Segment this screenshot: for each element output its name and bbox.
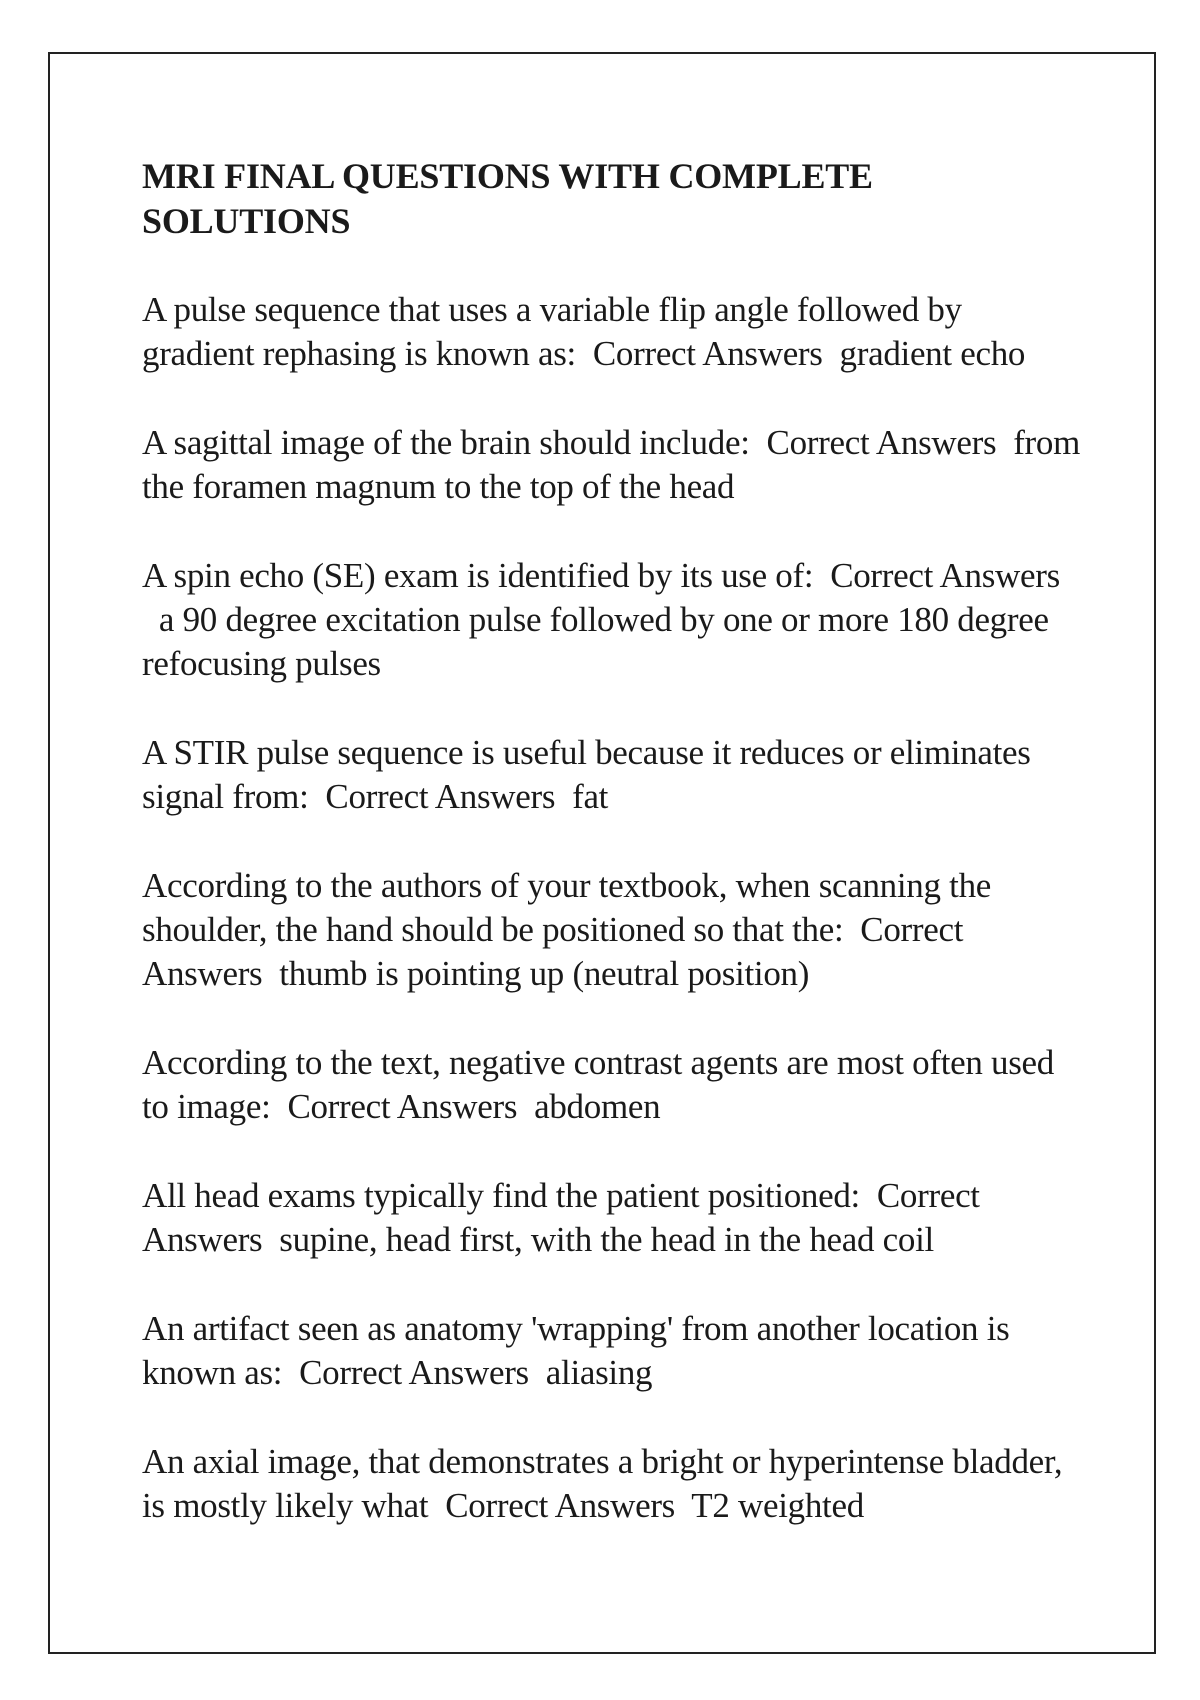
qa-item: [142, 731, 1082, 819]
question-text: An axial image, that demonstrates a bright or hyperintense bladder, is mostly likely what: [142, 1442, 1063, 1525]
answer-text: aliasing: [545, 1353, 653, 1392]
answer-text: thumb is pointing up (neutral position): [279, 954, 810, 993]
qa-item: [142, 1041, 1082, 1129]
answer-label: Correct Answers: [592, 334, 823, 373]
answer-text: a 90 degree excitation pulse followed by one or more 180 degree refocusing pulses: [142, 600, 1049, 683]
question-text: A STIR pulse sequence is useful because it reduces or eliminates signal from:: [142, 733, 1031, 816]
question-text: According to the authors of your textbook, when scanning the shoulder, the hand should be positioned so that the:: [142, 866, 992, 949]
answer-label: Correct Answers: [142, 910, 964, 993]
answer-label: Correct Answers: [287, 1087, 518, 1126]
answer-label: Correct Answers: [830, 556, 1060, 595]
qa-item: [142, 1174, 1082, 1262]
answer-text: T2 weighted: [691, 1486, 864, 1525]
qa-item: [142, 1440, 1082, 1528]
question-text: A sagittal image of the brain should include:: [142, 423, 750, 462]
answer-label: Correct Answers: [142, 1176, 980, 1259]
qa-list: [142, 288, 1082, 1528]
qa-item: [142, 421, 1082, 509]
answer-text: gradient echo: [839, 334, 1026, 373]
question-text: A spin echo (SE) exam is identified by its use of:: [142, 556, 814, 595]
answer-label: Correct Answers: [445, 1486, 676, 1525]
question-text: A pulse sequence that uses a variable flip angle followed by gradient rephasing is known as:: [142, 290, 962, 373]
qa-item: [142, 288, 1082, 376]
answer-text: supine, head first, with the head in the head coil: [279, 1220, 934, 1259]
document-body: [142, 154, 1082, 1573]
answer-label: Correct Answers: [766, 423, 997, 462]
answer-label: Correct Answers: [325, 777, 556, 816]
qa-item: [142, 864, 1082, 996]
question-text: All head exams typically find the patient positioned:: [142, 1176, 860, 1215]
question-text: According to the text, negative contrast agents are most often used to image:: [142, 1043, 1054, 1126]
answer-label: Correct Answers: [299, 1353, 529, 1392]
document-title: MRI FINAL QUESTIONS WITH COMPLETE SOLUTIONS: [142, 156, 873, 241]
answer-text: from the foramen magnum to the top of the head: [142, 423, 1081, 506]
qa-item: [142, 554, 1082, 686]
answer-text: fat: [572, 777, 609, 816]
qa-item: [142, 1307, 1082, 1395]
question-text: An artifact seen as anatomy 'wrapping' from another location is known as:: [142, 1309, 1010, 1392]
answer-text: abdomen: [534, 1087, 661, 1126]
